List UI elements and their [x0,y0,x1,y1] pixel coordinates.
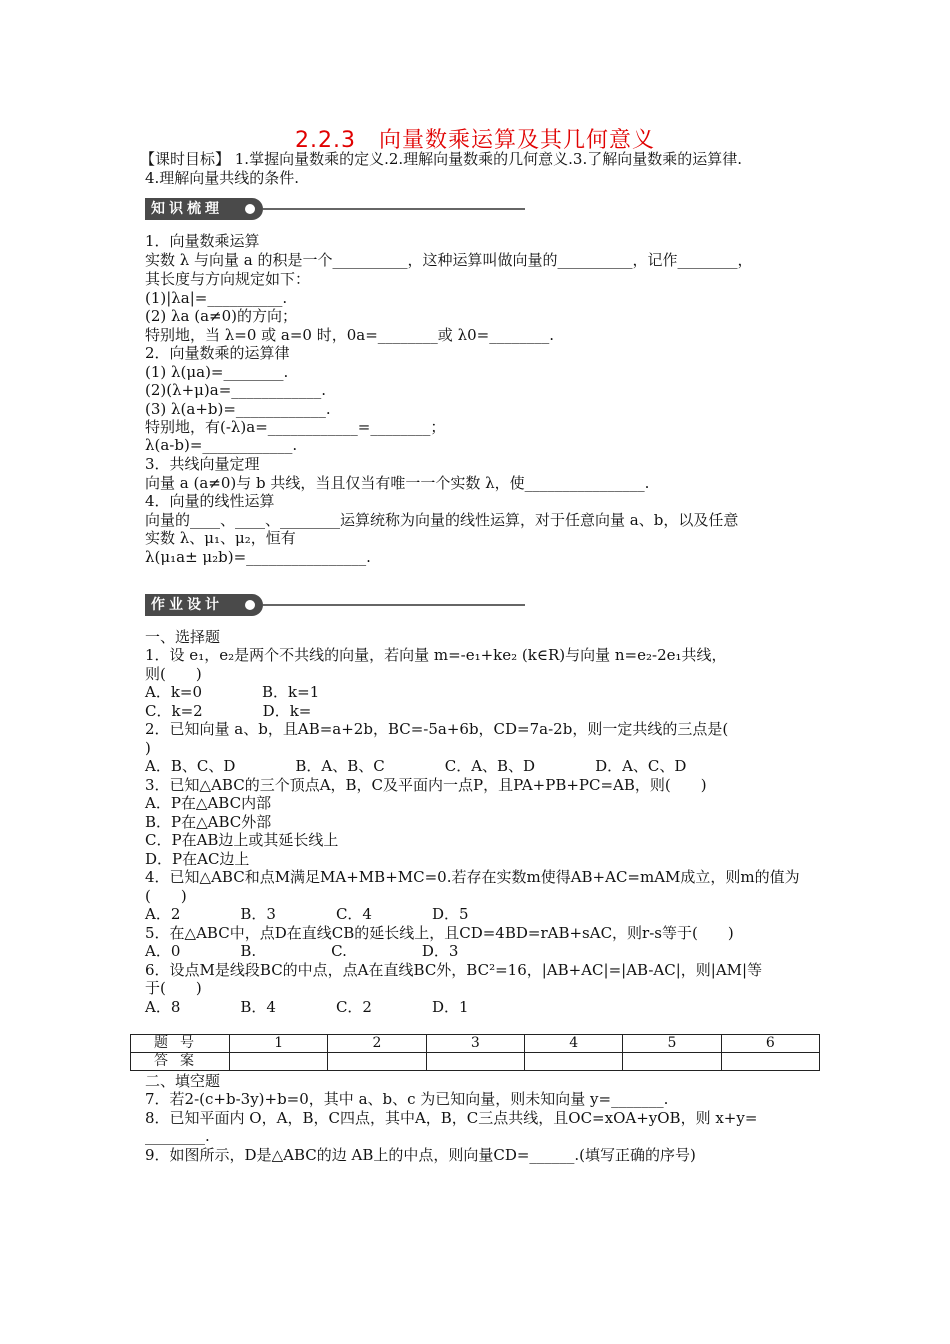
text-line: A．B、C、D B．A、B、C C．A、B、D D．A、C、D [145,757,687,775]
text-line: 向量 a (a≠0)与 b 共线，当且仅当有唯一一个实数 λ，使________________. [145,474,650,492]
text-line: 实数 λ 与向量 a 的积是一个__________，这种运算叫做向量的__________，记作________， [145,251,753,269]
text-line: 则( ) [145,665,202,683]
banner-rule [263,604,525,606]
banner-label: 知识梳理 [145,198,263,220]
text-line: 7．若2-(c+b-3y)+b=0，其中 a、b、c 为已知向量，则未知向量 y=_______. [145,1090,669,1108]
text-line: 8．已知平面内 O，A，B，C四点，其中A，B，C三点共线，且OC=xOA+yOB，则 x+y= [145,1109,758,1127]
text-line: B．P在△ABC外部 [145,813,272,831]
table-cell: 1 [230,1035,328,1053]
text-line: 向量的____、____、________运算统称为向量的线性运算，对于任意向量 a、b，以及任意 [145,511,739,529]
table-header-cell: 题号 [131,1035,230,1053]
text-line: ( ) [145,887,187,905]
text-line: (1)|λa|=__________. [145,289,288,307]
text-line: A．k=0 B．k=1 [145,683,320,701]
text-line: (1) λ(μa)=________. [145,363,289,381]
text-line: 二、填空题 [145,1072,221,1090]
text-line: ________. [145,1127,210,1145]
text-line: 6．设点M是线段BC的中点，点A在直线BC外，BC²=16，|AB+AC|=|AB-AC|，则|AM|等 [145,961,763,979]
section-banner-homework [145,594,525,616]
answer-cell[interactable] [524,1053,622,1071]
answer-cell[interactable] [328,1053,426,1071]
text-line: (3) λ(a+b)=____________. [145,400,331,418]
answer-cell[interactable] [426,1053,524,1071]
text-line: 2．向量数乘的运算律 [145,344,290,362]
text-line: 其长度与方向规定如下： [145,270,311,288]
table-cell: 2 [328,1035,426,1053]
text-line: λ(a-b)=____________. [145,436,298,454]
answer-cell[interactable] [230,1053,328,1071]
answer-cell[interactable] [721,1053,819,1071]
section-banner-knowledge [145,198,525,220]
text-line: A．2 B．3 C．4 D．5 [145,905,469,923]
text-line: 4．已知△ABC和点M满足MA+MB+MC=0.若存在实数m使得AB+AC=mAM成立，则m的值为 [145,868,800,886]
text-line: 9．如图所示，D是△ABC的边 AB上的中点，则向量CD=______.(填写正确的序号) [145,1146,696,1164]
text-line: ) [145,739,151,757]
text-line: 实数 λ、μ₁、μ₂，恒有 [145,529,296,547]
text-line: A．0 B. C. D．3 [145,942,459,960]
text-line: (2) λa (a≠0)的方向； [145,307,297,325]
banner-rule [263,208,525,210]
text-line: 3．共线向量定理 [145,455,260,473]
banner-dot-icon [245,600,255,610]
text-line: 一、选择题 [145,628,221,646]
table-row [131,1035,820,1053]
text-line: 4．向量的线性运算 [145,492,275,510]
objectives-line-2: 4.理解向量共线的条件. [145,169,300,187]
banner-label: 作业设计 [145,594,263,616]
table-row [131,1053,820,1071]
text-line: (2)(λ+μ)a=____________. [145,381,327,399]
objectives-line-1: 【课时目标】 1.掌握向量数乘的定义.2.理解向量数乘的几何意义.3.了解向量数乘的运算律. [140,150,743,168]
banner-dot-icon [245,204,255,214]
table-cell: 5 [623,1035,721,1053]
page-title: 2.2.3 向量数乘运算及其几何意义 [295,128,655,153]
text-line: 1．向量数乘运算 [145,232,260,250]
answer-cell[interactable] [623,1053,721,1071]
text-line: C．k=2 D．k= [145,702,312,720]
text-line: 3．已知△ABC的三个顶点A，B，C及平面内一点P，且PA+PB+PC=AB，则( ) [145,776,707,794]
text-line: 5．在△ABC中，点D在直线CB的延长线上，且CD=4BD=rAB+sAC，则r-s等于( ) [145,924,734,942]
text-line: 于( ) [145,979,202,997]
table-cell: 3 [426,1035,524,1053]
text-line: A．P在△ABC内部 [145,794,272,812]
table-header-cell: 答案 [131,1053,230,1071]
text-line: D．P在AC边上 [145,850,250,868]
table-cell: 4 [524,1035,622,1053]
answer-table [130,1034,820,1071]
text-line: λ(μ₁a± μ₂b)=________________. [145,548,371,566]
table-cell: 6 [721,1035,819,1053]
text-line: 1．设 e₁，e₂是两个不共线的向量，若向量 m=-e₁+ke₂ (k∈R)与向量 n=e₂-2e₁共线， [145,646,727,664]
text-line: A．8 B．4 C．2 D．1 [145,998,469,1016]
text-line: 特别地，有(-λ)a=____________=________； [145,418,446,436]
text-line: C．P在AB边上或其延长线上 [145,831,339,849]
text-line: 2．已知向量 a、b，且AB=a+2b，BC=-5a+6b，CD=7a-2b，则一定共线的三点是( [145,720,729,738]
text-line: 特别地，当 λ=0 或 a=0 时，0a=________或 λ0=________. [145,326,554,344]
